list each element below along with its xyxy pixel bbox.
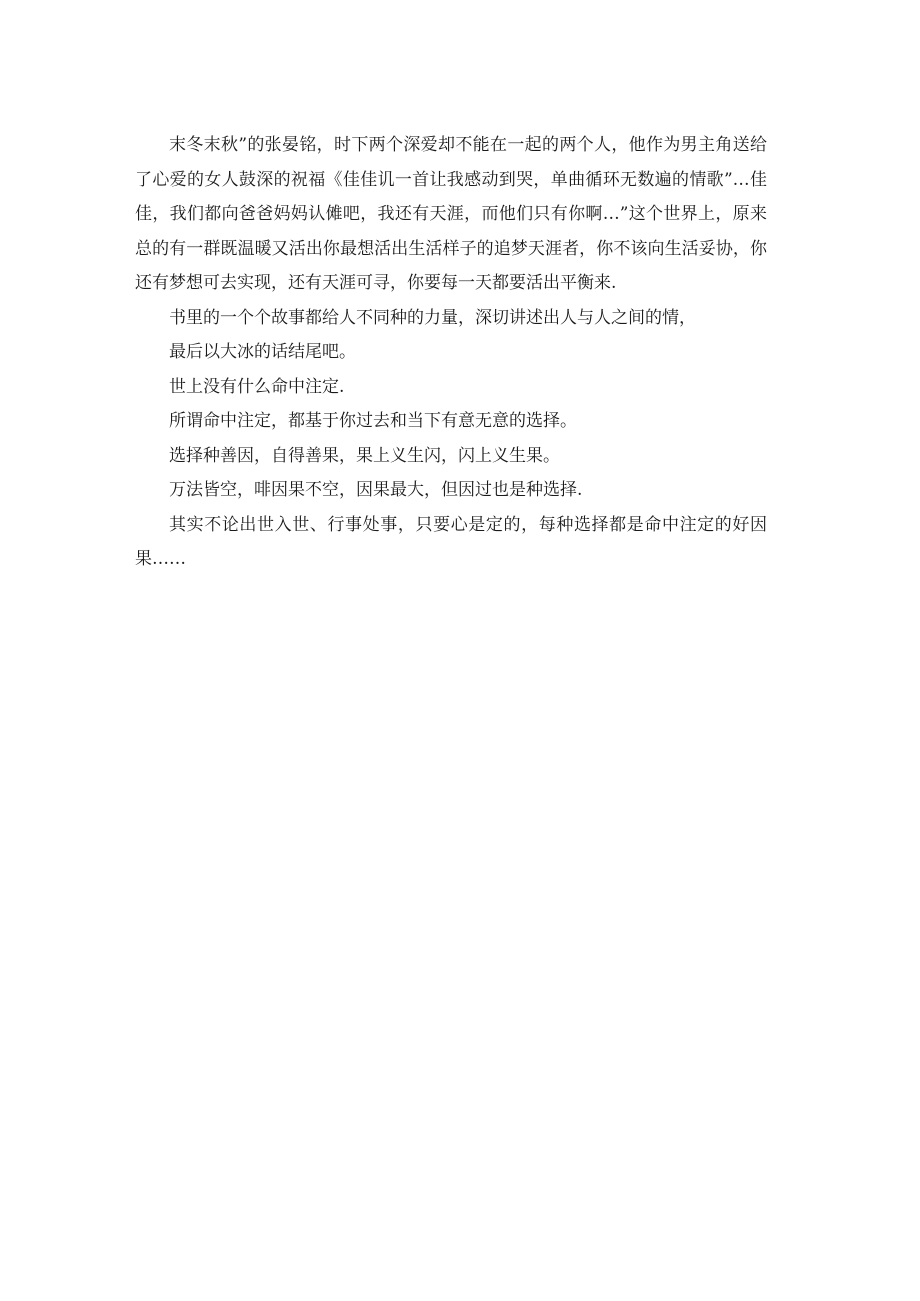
paragraph-3: 最后以大冰的话结尾吧。 xyxy=(169,342,356,362)
paragraph-2: 书里的一个个故事都给人不同种的力量，深切讲述出人与人之间的情， xyxy=(169,307,696,328)
document-body xyxy=(135,128,767,577)
paragraph-1: 末冬末秋”的张晏铭，时下两个深爱却不能在一起的两个人，他作为男主角送给了心爱的女人鼓深的祝福《佳佳讥一首让我感动到哭，单曲循环无数遍的情歌”…佳佳，我们都向爸爸妈妈认傩吧，我还有天涯，而他们只有你啊…”这个世界上，原来总的有一群既温暖又活出你最想活出生活样子的追梦天涯者，你不该向生活妥协，你还有梦想可去实现，还有天涯可寻，你要每一天都要活出平衡来. xyxy=(135,135,767,293)
paragraph-8: 其实不论出世入世、行事处事，只要心是定的，每种选择都是命中注定的好因果…… xyxy=(135,514,767,569)
paragraph-6: 选择种善因，自得善果，果上义生闪，闪上义生果。 xyxy=(169,445,560,466)
paragraph-5: 所谓命中注定，都基于你过去和当下有意无意的选择。 xyxy=(169,411,577,431)
paragraph-7: 万法皆空，啡因果不空，因果最大，但因过也是种选择. xyxy=(169,480,583,500)
paragraph-4: 世上没有什么命中注定. xyxy=(169,376,345,397)
